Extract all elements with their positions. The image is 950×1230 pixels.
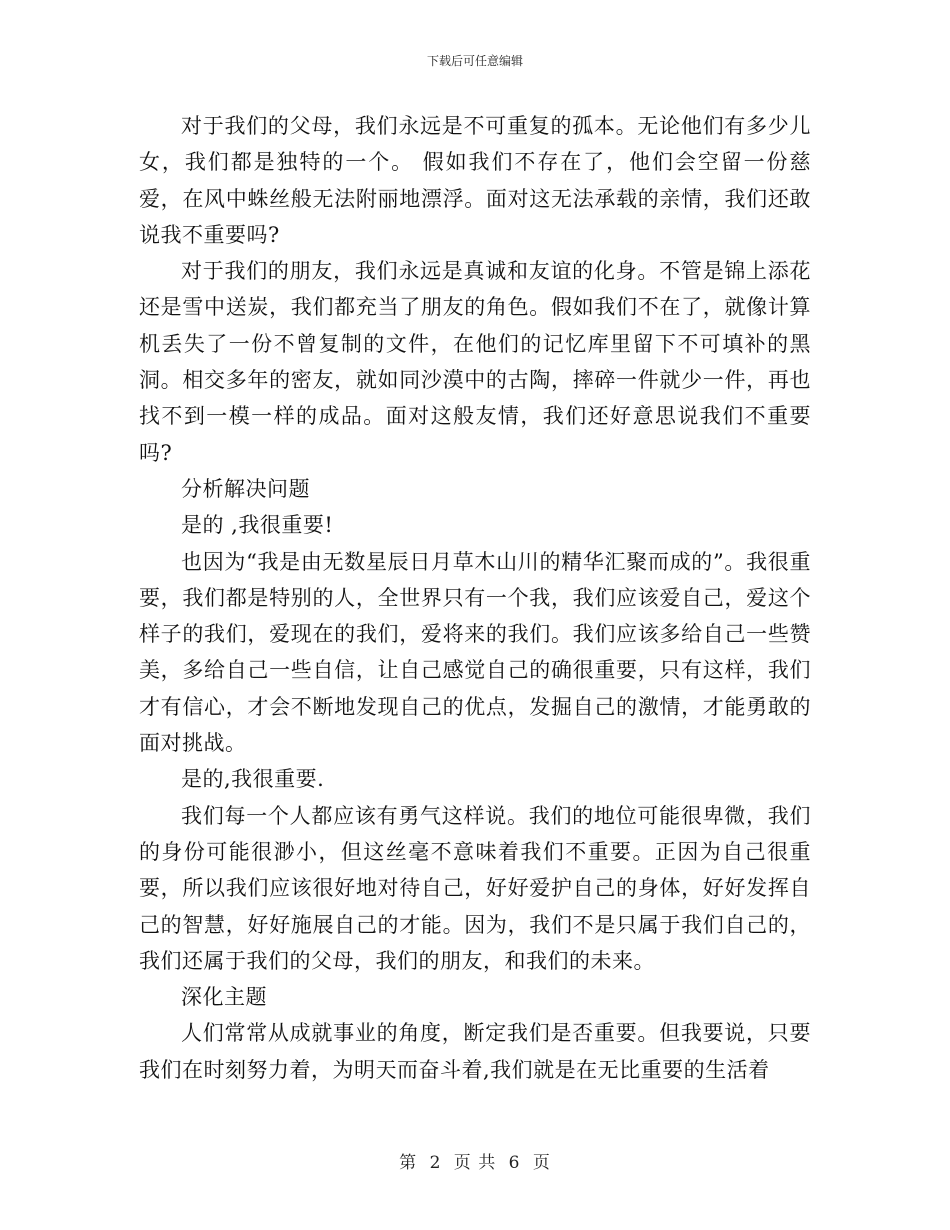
paragraph-parents: 对于我们的父母，我们永远是不可重复的孤本。无论他们有多少儿女，我们都是独特的一个。 假如我们不存在了，他们会空留一份慈爱，在风中蛛丝般无法附丽地漂浮。面对这无法承载的亲情，我们还敢说我不重要吗? [139,114,811,247]
paragraph-stars: 也因为“我是由无数星辰日月草木山川的精华汇聚而成的”。我很重要，我们都是特别的人，全世界只有一个我，我们应该爱自己，爱这个样子的我们，爱现在的我们，爱将来的我们。我们应该多给自己一些赞美，多给自己一些自信，让自己感觉自己的确很重要，只有这样，我们才有信心，才会不断地发现自己的优点，发掘自己的激情，才能勇敢的面对挑战。 [139,549,811,756]
section-heading-deepen: 深化主题 [181,985,267,1010]
footer-page-number: 2 [429,1153,442,1173]
section-heading-analysis: 分析解决问题 [181,476,310,501]
page-header: 下载后可任意编辑 [426,54,523,68]
body-text [139,108,811,1088]
paragraph-important-1: 是的 ,我很重要! [181,513,334,538]
paragraph-important-2: 是的,我很重要. [181,767,325,792]
footer-total-pages: 6 [508,1153,521,1173]
footer-middle: 页 共 [453,1153,497,1173]
paragraph-achievement: 人们常常从成就事业的角度，断定我们是否重要。但我要说，只要我们在时刻努力着，为明天而奋斗着,我们就是在无比重要的生活着 [139,1021,811,1082]
footer-suffix: 页 [532,1153,551,1173]
paragraph-friends: 对于我们的朋友，我们永远是真诚和友谊的化身。不管是锦上添花还是雪中送炭，我们都充当了朋友的角色。假如我们不在了，就像计算机丢失了一份不曾复制的文件，在他们的记忆库里留下不可填补的黑洞。相交多年的密友，就如同沙漠中的古陶，摔碎一件就少一件，再也找不到一模一样的成品。面对这般友情，我们还好意思说我们不重要吗? [139,259,811,465]
paragraph-courage: 我们每一个人都应该有勇气这样说。我们的地位可能很卑微，我们的身份可能很渺小，但这丝毫不意味着我们不重要。正因为自己很重要，所以我们应该很好地对待自己，好好爱护自己的身体，好好发挥自己的智慧，好好施展自己的才能。因为，我们不是只属于我们自己的，我们还属于我们的父母，我们的朋友，和我们的未来。 [139,803,811,973]
footer-prefix: 第 [399,1153,418,1173]
page-footer [0,1148,950,1173]
